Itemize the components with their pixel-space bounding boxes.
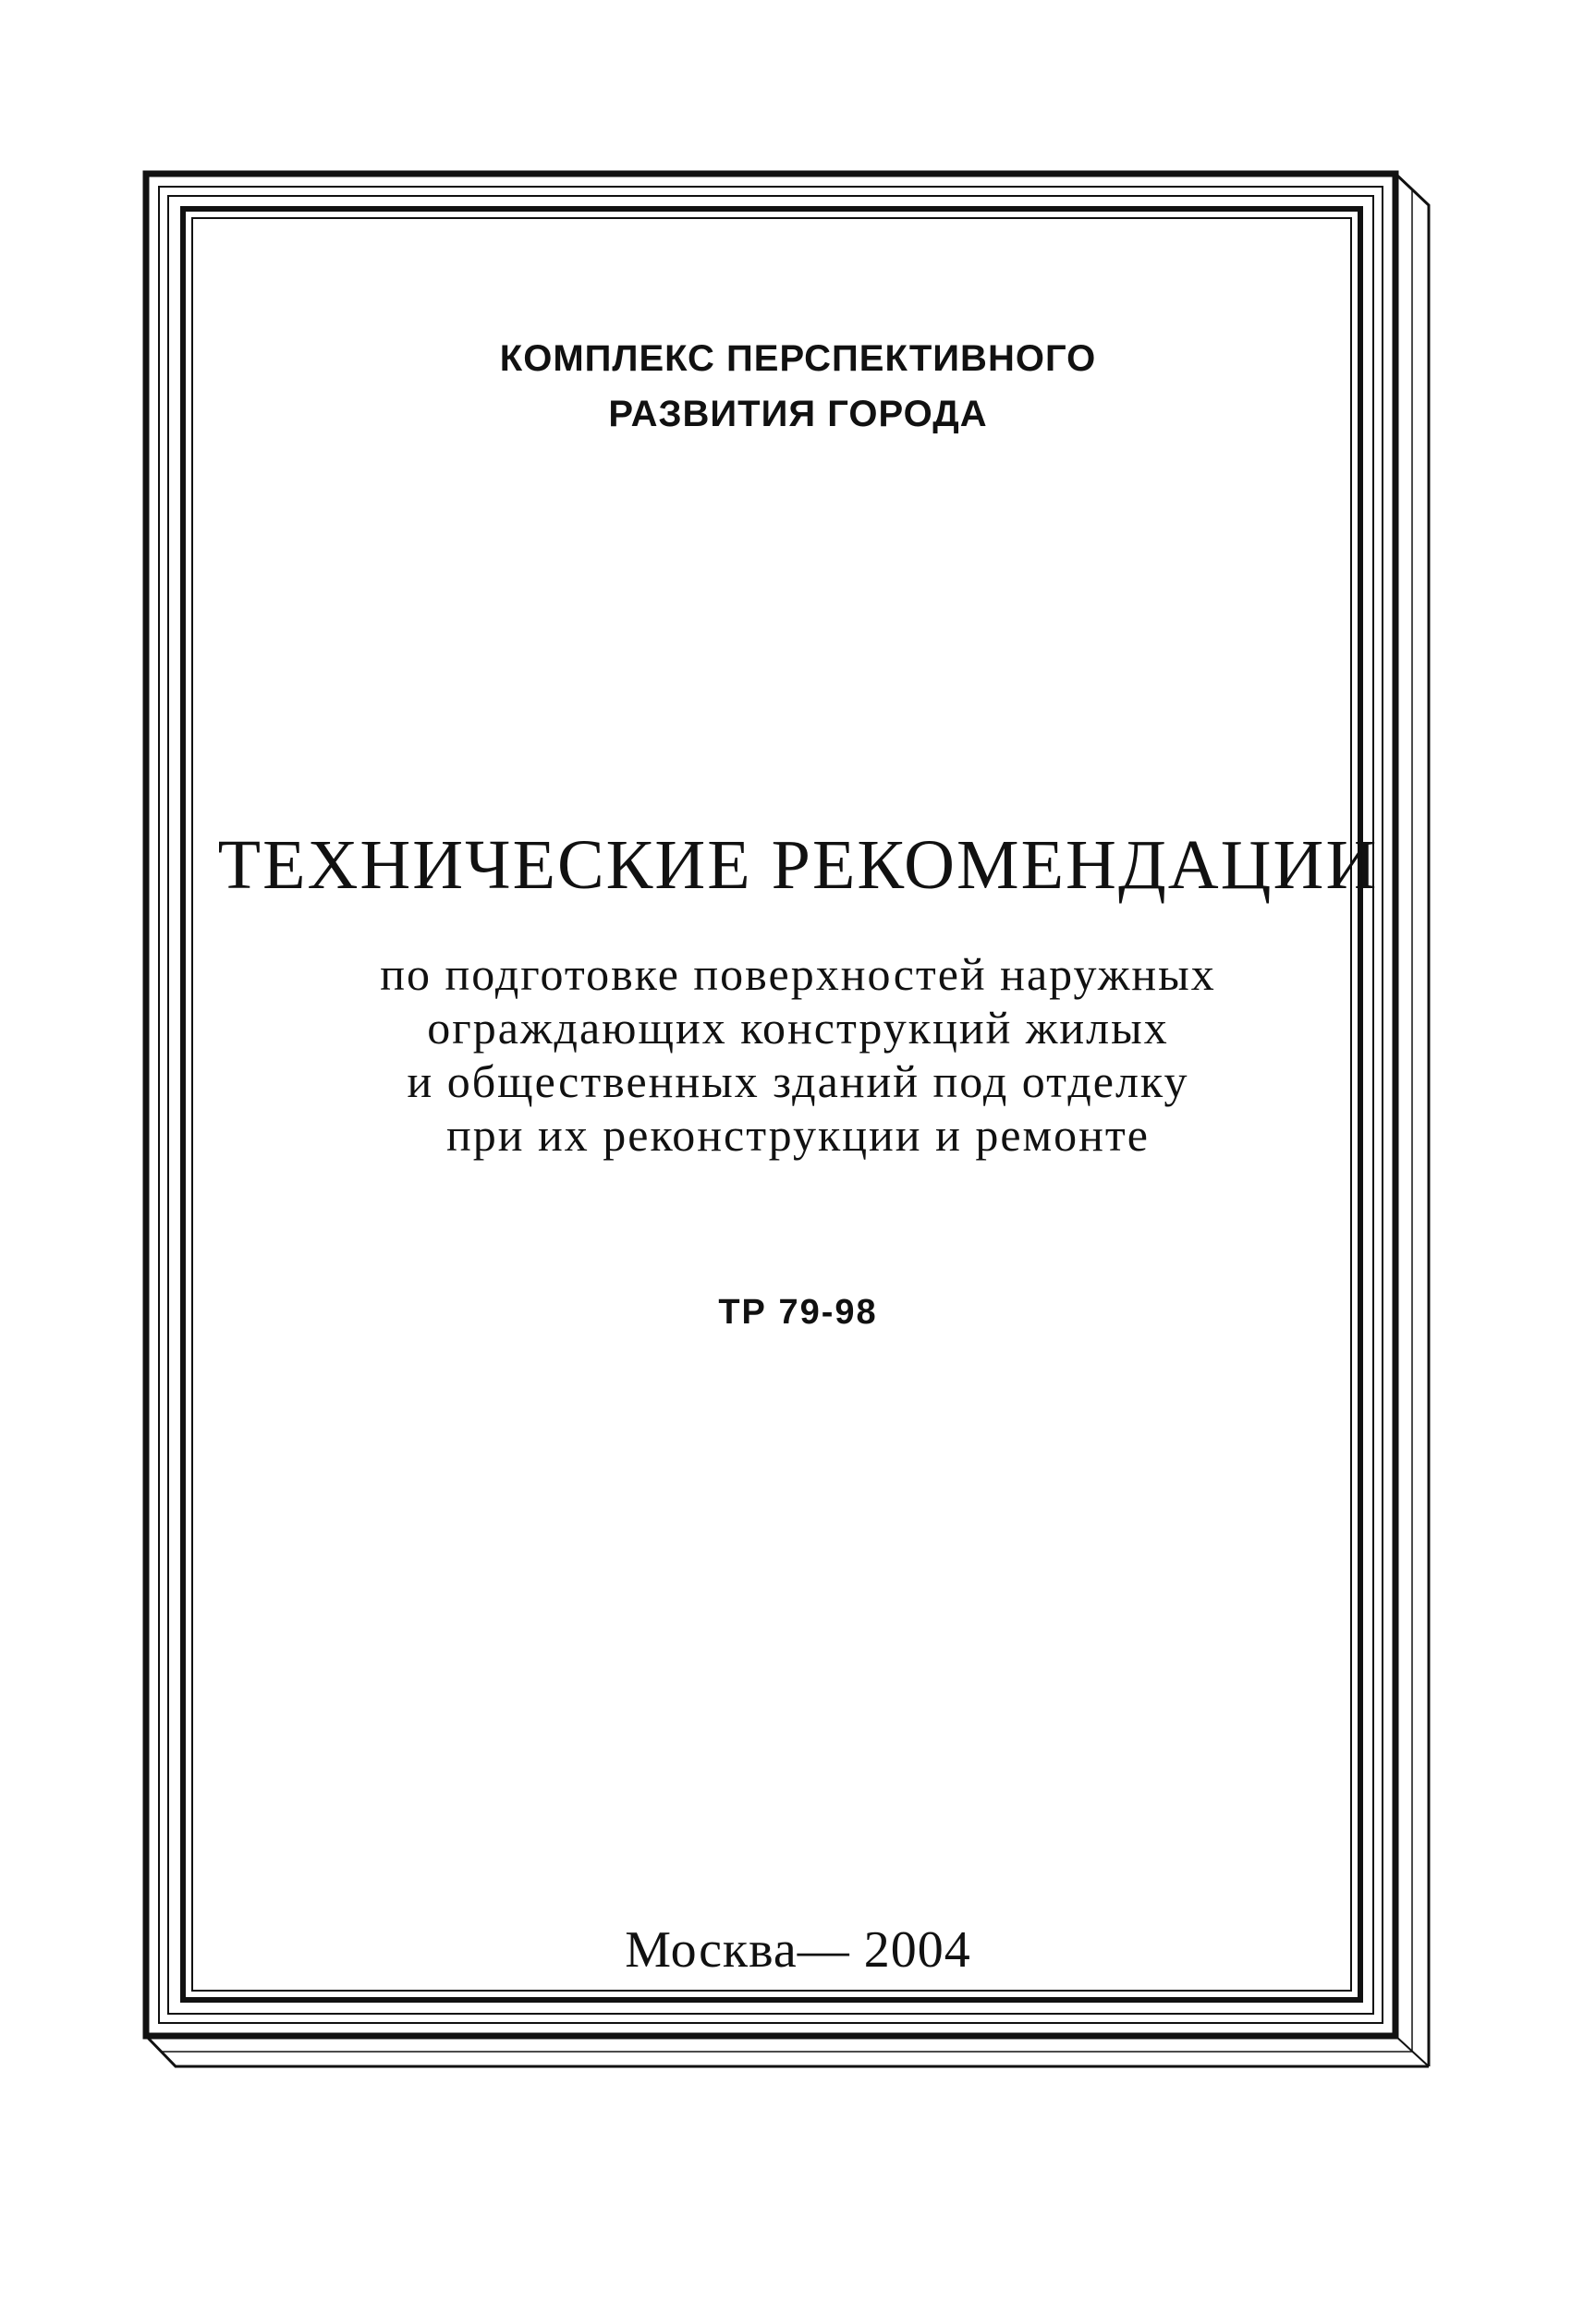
document-subtitle	[0, 947, 1596, 1162]
subtitle-line-2: ограждающих конструкций жилых	[427, 1002, 1169, 1054]
subtitle-line-3: и общественных зданий под отделку	[407, 1055, 1189, 1107]
organization-name	[0, 331, 1596, 442]
organization-line-1: КОМПЛЕКС ПЕРСПЕКТИВНОГО	[499, 338, 1097, 379]
document-code: ТР 79-98	[718, 1293, 878, 1332]
place-and-year: Москва— 2004	[625, 1921, 971, 1979]
organization-line-2: РАЗВИТИЯ ГОРОДА	[608, 394, 988, 434]
subtitle-line-4: при их реконструкции и ремонте	[446, 1109, 1150, 1161]
subtitle-line-1: по подготовке поверхностей наружных	[380, 948, 1216, 1000]
document-title: ТЕХНИЧЕСКИЕ РЕКОМЕНДАЦИИ	[217, 826, 1379, 904]
